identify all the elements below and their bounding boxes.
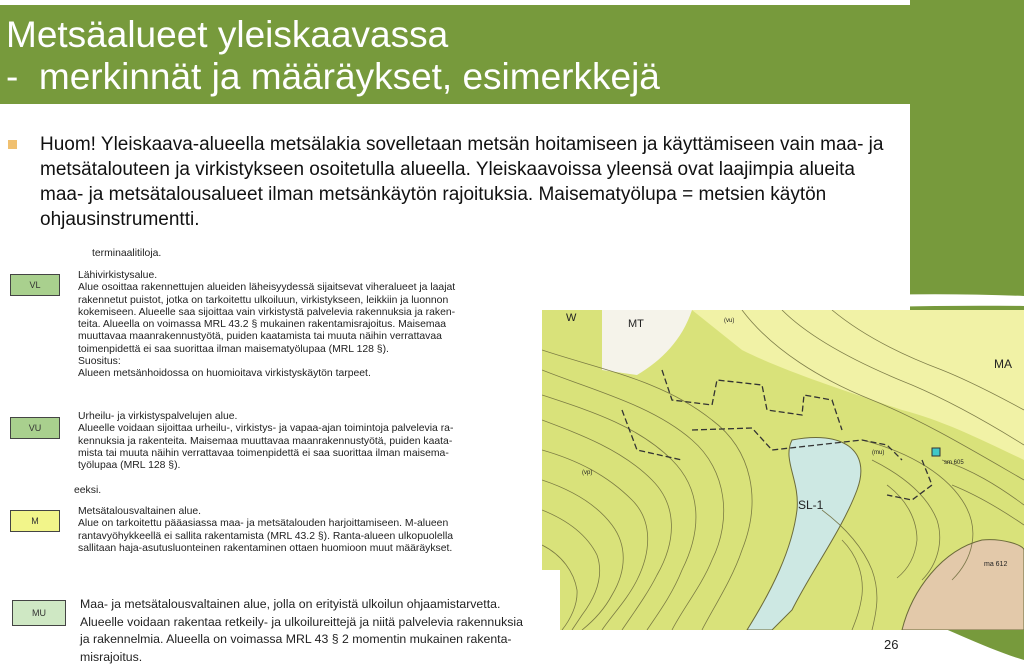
bullet-marker xyxy=(8,140,17,149)
legend-text-vl xyxy=(78,270,538,381)
mu-line: ja rakennelmia. Alueella on voimassa MRL 43 § 2 momentin mukainen rakenta- xyxy=(80,632,512,646)
title-line-1: Metsäalueet yleiskaavassa xyxy=(6,14,449,55)
m-line: rantavyöhykkeellä ei sallita rakentamista (MRL 43.2 §). Ranta-alueen ulkopuolella xyxy=(78,530,454,542)
legend-symbol-mu xyxy=(12,600,66,626)
vu-line: Alueelle voidaan sijoittaa urheilu-, virkistys- ja vapaa-ajan toimintoja palvelevia ra- xyxy=(78,423,454,435)
mu-line: Alueelle voidaan rakentaa retkeily- ja ulkoilureittejä ja niitä palvelevia rakennuksia xyxy=(80,614,523,629)
map-label-ma: MA xyxy=(994,357,1012,371)
zoning-map xyxy=(542,310,1024,630)
title-line-2: - merkinnät ja määräykset, esimerkkejä xyxy=(6,56,660,97)
vl-line: muuttavaa maanrakennustyötä, puiden kaatamista tai muuta näihin verrattavaa xyxy=(78,331,442,343)
legend-fragment-eeksi: eeksi. xyxy=(74,485,102,496)
intro-paragraph: Huom! Yleiskaava-alueella metsälakia sovelletaan metsän hoitamiseen ja käyttämiseen vain maa- ja metsätalouteen ja virkistykseen osoitetulla alueella. Yleiskaavoissa yleensä ovat laajimpia alueita maa- ja metsätalousalueet ilman metsänkäytön rajoituksia. Maisematyölupa = metsien käytön ohjausinstrumentti. xyxy=(40,134,884,230)
legend-text-vu xyxy=(78,411,538,472)
vl-line: Alueen metsänhoidossa on huomioitava virkistyskäytön tarpeet. xyxy=(78,368,371,380)
map-label-vu: (vu) xyxy=(724,318,735,324)
slide-title xyxy=(6,14,660,98)
vu-line: työlupaa (MRL 128 §). xyxy=(78,460,181,472)
legend-code-vu: VU xyxy=(28,423,42,433)
vl-line: Suositus: xyxy=(78,356,121,368)
mu-line: misrajoitus. xyxy=(80,649,143,664)
map-label-w: W xyxy=(566,312,577,324)
legend-code-mu: MU xyxy=(32,608,46,618)
vl-line: Lähivirkistysalue. xyxy=(78,270,158,281)
mu-line: Maa- ja metsätalousvaltainen alue, jolla on erityistä ulkoilun ohjaamistarvetta. xyxy=(80,597,501,611)
legend-mu-block xyxy=(0,570,560,671)
vl-line: kokemiseen. Alueelle saa sijoittaa vain virkistystä palvelevia rakennuksia ja raken- xyxy=(78,306,456,318)
m-line: Metsätalousvaltainen alue. xyxy=(78,506,202,517)
vl-line: toimenpidettä ei saa suorittaa ilman maisematyölupaa (MRL 128 §). xyxy=(78,343,389,355)
page-number: 26 xyxy=(884,637,899,652)
m-line: Alue on tarkoitettu pääasiassa maa- ja metsätalouden harjoittamiseen. M-alueen xyxy=(78,518,449,530)
map-label-vp: (vp) xyxy=(582,470,593,476)
legend-text-mu xyxy=(80,596,550,666)
vl-line: rakennetut puistot, jotka on tarkoitettu ulkoiluun, virkistykseen, leikkiin ja luonnon xyxy=(78,294,449,306)
m-line: sallitaan haja-asutusluonteinen rakentaminen ottaen huomioon muut määräykset. xyxy=(78,542,453,554)
vu-line: kennuksia ja rakenteita. Maisemaa muuttavaa maanrakennustyötä, puiden kaata- xyxy=(78,435,453,447)
legend-code-m: M xyxy=(31,516,39,526)
legend-symbol-vu xyxy=(10,417,60,439)
vu-line: Urheilu- ja virkistyspalvelujen alue. xyxy=(78,411,238,422)
legend-symbol-vl xyxy=(10,274,60,296)
vu-line: mista tai muuta näihin verrattavaa toimenpidettä ei saa suorittaa ilman maisema- xyxy=(78,447,449,459)
legend-text-m xyxy=(78,506,538,555)
vl-line: teita. Alueella on voimassa MRL 43.2 § mukainen rakentamisrajoitus. Maisemaa xyxy=(78,319,447,331)
zoning-map-svg xyxy=(542,310,1024,630)
map-label-ma612: ma 612 xyxy=(984,561,1008,568)
vl-line: Alue osoittaa rakennettujen alueiden läheisyydessä sijaitsevat viheralueet ja laajat xyxy=(78,282,456,294)
map-label-mt: MT xyxy=(628,318,644,330)
legend-fragment-top: terminaalitiloja. xyxy=(92,248,162,259)
map-label-sl: SL-1 xyxy=(798,498,824,512)
legend-symbol-m xyxy=(10,510,60,532)
map-label-sm: sm 605 xyxy=(944,460,964,466)
map-label-mu: (mu) xyxy=(872,450,885,456)
legend-code-vl: VL xyxy=(29,280,41,290)
